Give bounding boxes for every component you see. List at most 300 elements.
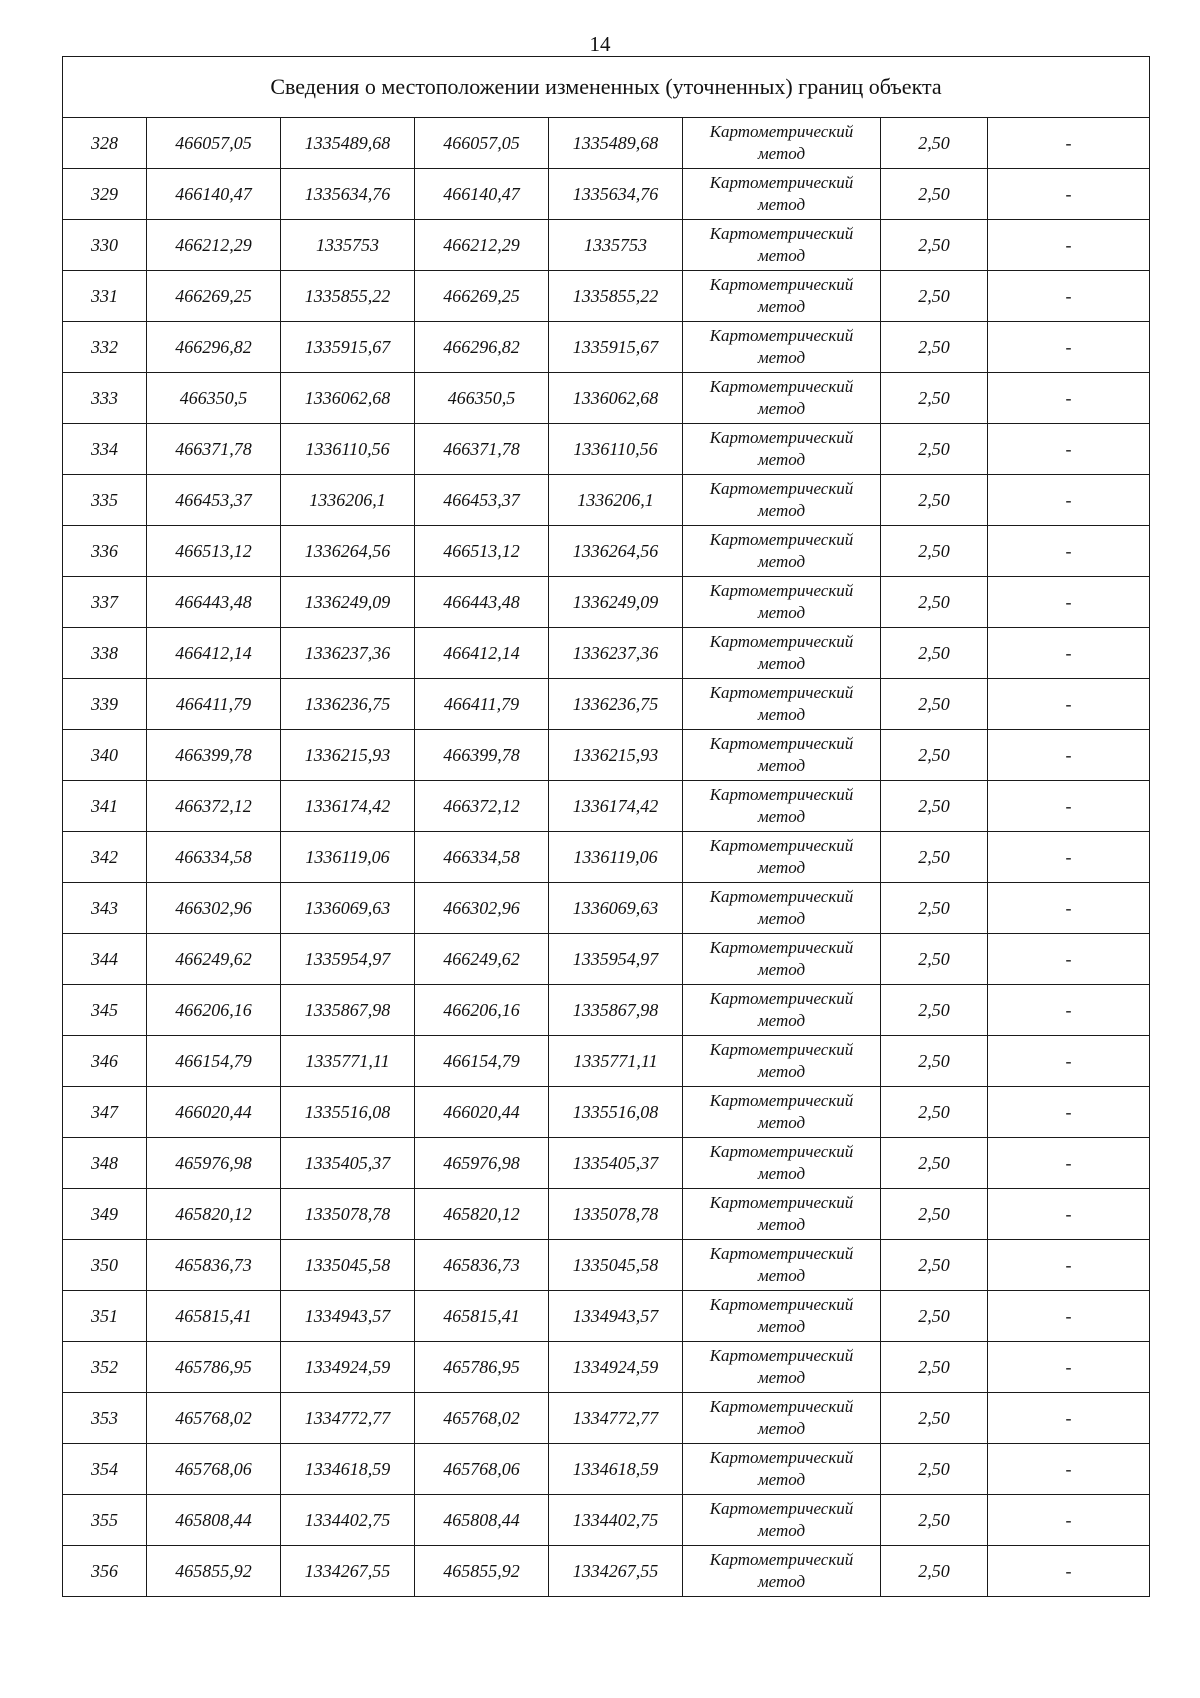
description-cell: - [988,1495,1150,1546]
method-line-2: метод [757,603,806,622]
description-cell: - [988,1393,1150,1444]
method-cell [683,1240,881,1291]
point-number-cell: 342 [63,832,147,883]
existing-x-cell: 466372,12 [147,781,281,832]
method-line-1: Картометрический [709,530,854,549]
existing-x-cell: 466249,62 [147,934,281,985]
accuracy-cell: 2,50 [881,1087,988,1138]
existing-y-cell: 1336236,75 [281,679,415,730]
refined-x-cell: 466412,14 [415,628,549,679]
method-line-2: метод [757,1521,806,1540]
description-cell: - [988,169,1150,220]
point-number-cell: 335 [63,475,147,526]
existing-y-cell: 1335045,58 [281,1240,415,1291]
refined-x-cell: 466206,16 [415,985,549,1036]
refined-y-cell: 1335954,97 [549,934,683,985]
accuracy-cell: 2,50 [881,1291,988,1342]
existing-x-cell: 466399,78 [147,730,281,781]
method-cell [683,832,881,883]
method-line-1: Картометрический [709,1295,854,1314]
existing-x-cell: 466513,12 [147,526,281,577]
boundary-coordinates-table [62,56,1150,1597]
refined-x-cell: 466399,78 [415,730,549,781]
refined-y-cell: 1335915,67 [549,322,683,373]
table-row [63,322,1150,373]
refined-y-cell: 1335405,37 [549,1138,683,1189]
method-line-1: Картометрический [709,989,854,1008]
method-cell [683,220,881,271]
existing-x-cell: 466371,78 [147,424,281,475]
method-line-2: метод [757,1164,806,1183]
method-line-2: метод [757,1062,806,1081]
refined-x-cell: 465836,73 [415,1240,549,1291]
table-row [63,1342,1150,1393]
point-number-cell: 339 [63,679,147,730]
method-line-2: метод [757,246,806,265]
description-cell: - [988,1342,1150,1393]
table-title-row [63,57,1150,118]
method-line-1: Картометрический [709,173,854,192]
refined-y-cell: 1336119,06 [549,832,683,883]
existing-x-cell: 465768,06 [147,1444,281,1495]
description-cell: - [988,373,1150,424]
existing-y-cell: 1335753 [281,220,415,271]
method-cell [683,1189,881,1240]
table-row [63,169,1150,220]
existing-x-cell: 466154,79 [147,1036,281,1087]
method-line-1: Картометрический [709,734,854,753]
accuracy-cell: 2,50 [881,271,988,322]
method-cell [683,118,881,169]
refined-y-cell: 1335753 [549,220,683,271]
table-row [63,118,1150,169]
refined-y-cell: 1336069,63 [549,883,683,934]
refined-y-cell: 1334924,59 [549,1342,683,1393]
description-cell: - [988,730,1150,781]
point-number-cell: 337 [63,577,147,628]
refined-y-cell: 1335516,08 [549,1087,683,1138]
method-cell [683,1291,881,1342]
existing-y-cell: 1336206,1 [281,475,415,526]
accuracy-cell: 2,50 [881,1036,988,1087]
existing-x-cell: 465808,44 [147,1495,281,1546]
method-line-1: Картометрический [709,479,854,498]
refined-x-cell: 466334,58 [415,832,549,883]
existing-x-cell: 466350,5 [147,373,281,424]
method-line-2: метод [757,1266,806,1285]
refined-x-cell: 466212,29 [415,220,549,271]
description-cell: - [988,832,1150,883]
description-cell: - [988,271,1150,322]
method-cell [683,679,881,730]
refined-x-cell: 466371,78 [415,424,549,475]
table-row [63,628,1150,679]
method-line-2: метод [757,450,806,469]
point-number-cell: 350 [63,1240,147,1291]
existing-x-cell: 466212,29 [147,220,281,271]
method-line-2: метод [757,501,806,520]
refined-y-cell: 1334402,75 [549,1495,683,1546]
existing-x-cell: 465820,12 [147,1189,281,1240]
method-line-1: Картометрический [709,1244,854,1263]
table-row [63,730,1150,781]
point-number-cell: 338 [63,628,147,679]
table-row [63,271,1150,322]
method-line-1: Картометрический [709,1142,854,1161]
table-row [63,883,1150,934]
existing-y-cell: 1334943,57 [281,1291,415,1342]
accuracy-cell: 2,50 [881,730,988,781]
method-line-2: метод [757,654,806,673]
refined-x-cell: 466269,25 [415,271,549,322]
refined-x-cell: 466513,12 [415,526,549,577]
existing-y-cell: 1334267,55 [281,1546,415,1597]
method-cell [683,169,881,220]
table-row [63,934,1150,985]
point-number-cell: 344 [63,934,147,985]
point-number-cell: 340 [63,730,147,781]
description-cell: - [988,1444,1150,1495]
table-row [63,475,1150,526]
method-cell [683,1087,881,1138]
accuracy-cell: 2,50 [881,1189,988,1240]
method-cell [683,1036,881,1087]
point-number-cell: 331 [63,271,147,322]
method-line-2: метод [757,1572,806,1591]
method-line-2: метод [757,1317,806,1336]
table-row [63,1291,1150,1342]
existing-y-cell: 1334772,77 [281,1393,415,1444]
description-cell: - [988,577,1150,628]
existing-x-cell: 466296,82 [147,322,281,373]
refined-y-cell: 1335867,98 [549,985,683,1036]
refined-x-cell: 465808,44 [415,1495,549,1546]
refined-x-cell: 465786,95 [415,1342,549,1393]
accuracy-cell: 2,50 [881,1138,988,1189]
method-line-2: метод [757,399,806,418]
accuracy-cell: 2,50 [881,832,988,883]
existing-x-cell: 465976,98 [147,1138,281,1189]
refined-y-cell: 1336236,75 [549,679,683,730]
existing-y-cell: 1336237,36 [281,628,415,679]
point-number-cell: 329 [63,169,147,220]
method-cell [683,1546,881,1597]
accuracy-cell: 2,50 [881,1495,988,1546]
existing-x-cell: 466269,25 [147,271,281,322]
accuracy-cell: 2,50 [881,628,988,679]
refined-y-cell: 1334943,57 [549,1291,683,1342]
accuracy-cell: 2,50 [881,1342,988,1393]
existing-x-cell: 466140,47 [147,169,281,220]
existing-y-cell: 1335855,22 [281,271,415,322]
table-row [63,1189,1150,1240]
refined-y-cell: 1334267,55 [549,1546,683,1597]
refined-y-cell: 1335634,76 [549,169,683,220]
refined-x-cell: 466411,79 [415,679,549,730]
table-row [63,373,1150,424]
method-line-1: Картометрический [709,428,854,447]
method-line-2: метод [757,1011,806,1030]
existing-y-cell: 1335489,68 [281,118,415,169]
method-line-1: Картометрический [709,785,854,804]
method-line-2: метод [757,909,806,928]
point-number-cell: 336 [63,526,147,577]
point-number-cell: 330 [63,220,147,271]
description-cell: - [988,1291,1150,1342]
existing-y-cell: 1336110,56 [281,424,415,475]
existing-x-cell: 466412,14 [147,628,281,679]
method-line-2: метод [757,960,806,979]
method-line-1: Картометрический [709,1091,854,1110]
method-line-2: метод [757,195,806,214]
refined-y-cell: 1335045,58 [549,1240,683,1291]
existing-x-cell: 465768,02 [147,1393,281,1444]
method-cell [683,271,881,322]
accuracy-cell: 2,50 [881,220,988,271]
point-number-cell: 328 [63,118,147,169]
table-row [63,1240,1150,1291]
refined-x-cell: 465768,02 [415,1393,549,1444]
refined-x-cell: 465815,41 [415,1291,549,1342]
method-cell [683,373,881,424]
existing-x-cell: 466334,58 [147,832,281,883]
method-line-1: Картометрический [709,377,854,396]
method-line-1: Картометрический [709,581,854,600]
accuracy-cell: 2,50 [881,373,988,424]
method-line-1: Картометрический [709,1550,854,1569]
description-cell: - [988,985,1150,1036]
method-cell [683,1495,881,1546]
point-number-cell: 345 [63,985,147,1036]
point-number-cell: 353 [63,1393,147,1444]
method-line-2: метод [757,807,806,826]
accuracy-cell: 2,50 [881,118,988,169]
point-number-cell: 347 [63,1087,147,1138]
existing-x-cell: 466443,48 [147,577,281,628]
table-row [63,577,1150,628]
existing-x-cell: 465786,95 [147,1342,281,1393]
refined-y-cell: 1334772,77 [549,1393,683,1444]
table-row [63,1036,1150,1087]
existing-y-cell: 1335915,67 [281,322,415,373]
table-row [63,1087,1150,1138]
method-line-2: метод [757,1470,806,1489]
description-cell: - [988,1189,1150,1240]
refined-x-cell: 466249,62 [415,934,549,985]
point-number-cell: 343 [63,883,147,934]
point-number-cell: 356 [63,1546,147,1597]
description-cell: - [988,220,1150,271]
existing-y-cell: 1335405,37 [281,1138,415,1189]
refined-y-cell: 1335078,78 [549,1189,683,1240]
existing-x-cell: 466020,44 [147,1087,281,1138]
method-cell [683,730,881,781]
accuracy-cell: 2,50 [881,934,988,985]
method-cell [683,322,881,373]
table-row [63,985,1150,1036]
existing-y-cell: 1336069,63 [281,883,415,934]
method-line-2: метод [757,1113,806,1132]
refined-x-cell: 465820,12 [415,1189,549,1240]
page-number: 14 [589,32,611,56]
existing-y-cell: 1334618,59 [281,1444,415,1495]
description-cell: - [988,781,1150,832]
refined-x-cell: 466302,96 [415,883,549,934]
accuracy-cell: 2,50 [881,322,988,373]
description-cell: - [988,1138,1150,1189]
refined-y-cell: 1335771,11 [549,1036,683,1087]
method-line-1: Картометрический [709,887,854,906]
point-number-cell: 346 [63,1036,147,1087]
existing-y-cell: 1336249,09 [281,577,415,628]
accuracy-cell: 2,50 [881,1240,988,1291]
existing-y-cell: 1336119,06 [281,832,415,883]
refined-x-cell: 466057,05 [415,118,549,169]
accuracy-cell: 2,50 [881,1546,988,1597]
description-cell: - [988,883,1150,934]
method-cell [683,1393,881,1444]
method-cell [683,1138,881,1189]
method-cell [683,526,881,577]
method-cell [683,628,881,679]
refined-x-cell: 466296,82 [415,322,549,373]
accuracy-cell: 2,50 [881,424,988,475]
refined-y-cell: 1336215,93 [549,730,683,781]
point-number-cell: 341 [63,781,147,832]
existing-y-cell: 1336062,68 [281,373,415,424]
refined-x-cell: 466350,5 [415,373,549,424]
existing-x-cell: 465815,41 [147,1291,281,1342]
point-number-cell: 334 [63,424,147,475]
table-title: Сведения о местоположении измененных (уточненных) границ объекта [63,57,1150,118]
table-row [63,220,1150,271]
existing-y-cell: 1335954,97 [281,934,415,985]
accuracy-cell: 2,50 [881,526,988,577]
accuracy-cell: 2,50 [881,1393,988,1444]
description-cell: - [988,679,1150,730]
method-cell [683,475,881,526]
existing-y-cell: 1334402,75 [281,1495,415,1546]
method-line-2: метод [757,1419,806,1438]
accuracy-cell: 2,50 [881,883,988,934]
point-number-cell: 355 [63,1495,147,1546]
method-line-1: Картометрический [709,683,854,702]
accuracy-cell: 2,50 [881,679,988,730]
refined-x-cell: 466020,44 [415,1087,549,1138]
existing-x-cell: 465855,92 [147,1546,281,1597]
description-cell: - [988,1036,1150,1087]
method-line-2: метод [757,858,806,877]
refined-y-cell: 1336237,36 [549,628,683,679]
method-cell [683,1444,881,1495]
point-number-cell: 333 [63,373,147,424]
description-cell: - [988,1240,1150,1291]
method-cell [683,781,881,832]
refined-y-cell: 1334618,59 [549,1444,683,1495]
table-row [63,832,1150,883]
method-line-1: Картометрический [709,938,854,957]
existing-y-cell: 1335078,78 [281,1189,415,1240]
refined-y-cell: 1336206,1 [549,475,683,526]
refined-y-cell: 1336264,56 [549,526,683,577]
accuracy-cell: 2,50 [881,475,988,526]
refined-y-cell: 1335489,68 [549,118,683,169]
description-cell: - [988,1087,1150,1138]
table-row [63,526,1150,577]
method-line-1: Картометрический [709,1499,854,1518]
existing-x-cell: 465836,73 [147,1240,281,1291]
point-number-cell: 352 [63,1342,147,1393]
table-row [63,781,1150,832]
refined-y-cell: 1336174,42 [549,781,683,832]
method-line-1: Картометрический [709,836,854,855]
method-cell [683,577,881,628]
table-row [63,1546,1150,1597]
method-line-1: Картометрический [709,1397,854,1416]
description-cell: - [988,1546,1150,1597]
point-number-cell: 349 [63,1189,147,1240]
existing-y-cell: 1335867,98 [281,985,415,1036]
refined-x-cell: 466443,48 [415,577,549,628]
method-line-1: Картометрический [709,122,854,141]
method-line-2: метод [757,348,806,367]
method-line-1: Картометрический [709,1040,854,1059]
accuracy-cell: 2,50 [881,1444,988,1495]
method-line-2: метод [757,297,806,316]
method-line-2: метод [757,705,806,724]
description-cell: - [988,934,1150,985]
existing-y-cell: 1336264,56 [281,526,415,577]
refined-y-cell: 1336249,09 [549,577,683,628]
refined-y-cell: 1336062,68 [549,373,683,424]
method-line-1: Картометрический [709,1448,854,1467]
description-cell: - [988,475,1150,526]
accuracy-cell: 2,50 [881,577,988,628]
method-line-2: метод [757,144,806,163]
accuracy-cell: 2,50 [881,985,988,1036]
refined-x-cell: 465768,06 [415,1444,549,1495]
existing-y-cell: 1334924,59 [281,1342,415,1393]
table-row [63,1495,1150,1546]
method-line-1: Картометрический [709,224,854,243]
method-line-2: метод [757,1368,806,1387]
method-cell [683,985,881,1036]
existing-y-cell: 1336215,93 [281,730,415,781]
accuracy-cell: 2,50 [881,169,988,220]
method-line-1: Картометрический [709,326,854,345]
method-cell [683,934,881,985]
accuracy-cell: 2,50 [881,781,988,832]
point-number-cell: 348 [63,1138,147,1189]
description-cell: - [988,322,1150,373]
table-row [63,1138,1150,1189]
point-number-cell: 332 [63,322,147,373]
refined-y-cell: 1336110,56 [549,424,683,475]
table-row [63,1444,1150,1495]
existing-y-cell: 1335516,08 [281,1087,415,1138]
existing-x-cell: 466057,05 [147,118,281,169]
refined-x-cell: 466372,12 [415,781,549,832]
method-cell [683,424,881,475]
method-line-2: метод [757,1215,806,1234]
description-cell: - [988,424,1150,475]
table-row [63,424,1150,475]
existing-y-cell: 1335634,76 [281,169,415,220]
method-line-1: Картометрический [709,1193,854,1212]
description-cell: - [988,628,1150,679]
refined-y-cell: 1335855,22 [549,271,683,322]
point-number-cell: 354 [63,1444,147,1495]
